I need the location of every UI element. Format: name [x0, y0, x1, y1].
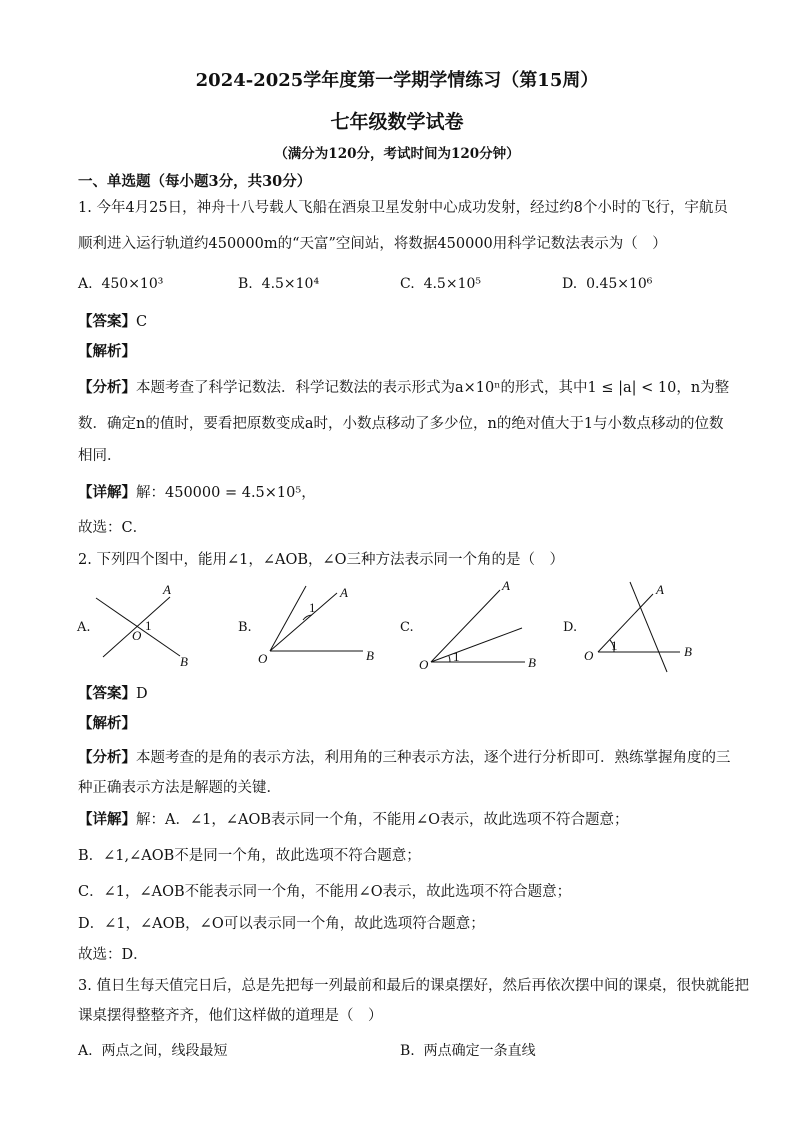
q2-figure-label-a: A.: [77, 620, 91, 635]
option-letter: C.: [400, 276, 415, 292]
q1-fenxi-line2: 数．确定n的值时，要看把原数变成a时，小数点移动了多少位，n的绝对值大于1与小数点移动的位数: [78, 416, 724, 432]
exam-subtitle: （满分为120分，考试时间为120分钟）: [274, 146, 520, 162]
q2-detail-a: [78, 810, 629, 830]
q1-option-d: [562, 276, 652, 292]
q1-option-b: [238, 276, 319, 292]
answer-value: D: [136, 686, 148, 702]
fig-b-label-1: 1: [309, 600, 316, 615]
exam-title-line2: 七年级数学试卷: [330, 111, 464, 133]
q1-choose: 故选：C．: [78, 520, 148, 536]
q3-stem-line2: 课桌摆得整整齐齐，他们这样做的道理是（ ）: [78, 1008, 383, 1024]
q2-stem: 2. 下列四个图中，能用∠1，∠AOB，∠O三种方法表示同一个角的是（ ）: [78, 552, 565, 568]
q3-option-b: [400, 1040, 536, 1060]
fig-d-label-o: O: [584, 648, 594, 663]
option-letter: B.: [400, 1043, 415, 1059]
option-text: 两点之间，线段最短: [101, 1043, 228, 1059]
option-letter: A.: [78, 1043, 93, 1059]
figure-a: [96, 597, 180, 657]
fig-d-label-1: 1: [611, 638, 618, 653]
fig-a-label-1: 1: [145, 618, 152, 633]
fig-c-label-o: O: [419, 657, 429, 672]
q2-figure-label-d: D.: [563, 620, 578, 635]
fenxi-text: 本题考查了科学记数法．科学记数法的表示形式为a×10ⁿ的形式，其中1 ≤ |a| < 10，n为整: [136, 380, 730, 396]
option-letter: D.: [562, 276, 578, 292]
answer-value: C: [136, 314, 148, 330]
fig-b-label-a: A: [340, 585, 348, 600]
option-letter: B.: [238, 276, 253, 292]
figure-b: [270, 586, 363, 651]
answer-tag: 【答案】: [78, 313, 136, 330]
fig-d-label-a: A: [656, 582, 664, 597]
detail-text: 解：A．∠1，∠AOB表示同一个角，不能用∠O表示，故此选项不符合题意；: [136, 812, 629, 828]
q1-stem-line2: 顺利进入运行轨道约450000m的“天富”空间站，将数据450000用科学记数法表示为（ ）: [78, 236, 667, 252]
fenxi-tag: 【分析】: [78, 749, 136, 766]
q2-fenxi-line1: [78, 748, 731, 768]
q2-analysis-tag: 【解析】: [78, 715, 136, 732]
detail-tag: 【详解】: [78, 811, 136, 828]
q2-detail-d: D．∠1，∠AOB，∠O可以表示同一个角，故此选项符合题意；: [78, 916, 485, 932]
section-heading: 一、单选题（每小题3分，共30分）: [78, 173, 312, 190]
answer-tag: 【答案】: [78, 685, 136, 702]
fig-d-label-b: B: [684, 644, 692, 659]
fig-c-label-a: A: [502, 578, 510, 593]
fig-c-label-b: B: [528, 655, 536, 670]
exam-title-line1: 2024-2025学年度第一学期学情练习（第15周）: [195, 70, 599, 91]
fig-c-label-1: 1: [453, 649, 460, 664]
fenxi-text: 本题考查的是角的表示方法，利用角的三种表示方法，逐个进行分析即可．熟练掌握角度的三: [136, 750, 731, 766]
figure-c: [431, 590, 525, 662]
q1-analysis-tag: 【解析】: [78, 343, 136, 360]
option-text: 450×10³: [101, 276, 164, 292]
fenxi-tag: 【分析】: [78, 379, 136, 396]
q2-answer: [78, 684, 148, 704]
q3-option-a: [78, 1040, 227, 1060]
figure-d: [598, 582, 680, 672]
q3-stem-line1: 3. 值日生每天值完日后，总是先把每一列最前和最后的课桌摆好，然后再依次摆中间的课桌，很快就能把: [78, 978, 749, 994]
fig-a-label-a: A: [163, 582, 171, 597]
fig-a-label-b: B: [180, 654, 188, 669]
fig-a-label-o: O: [132, 628, 142, 643]
q2-fenxi-line2: 种正确表示方法是解题的关键．: [78, 780, 281, 796]
q1-fenxi-line1: [78, 378, 729, 398]
q1-option-c: [400, 276, 481, 292]
option-text: 0.45×10⁶: [586, 276, 653, 292]
detail-text: 解：450000 = 4.5×10⁵，: [136, 485, 316, 501]
fig-b-label-o: O: [258, 651, 268, 666]
q2-detail-c: C．∠1，∠AOB不能表示同一个角，不能用∠O表示，故此选项不符合题意；: [78, 884, 572, 900]
q1-detail: [78, 483, 316, 503]
q2-figure-label-b: B.: [238, 620, 252, 635]
option-letter: A.: [78, 276, 93, 292]
q1-fenxi-line3: 相同．: [78, 448, 122, 464]
detail-tag: 【详解】: [78, 484, 136, 501]
q1-stem-line1: 1. 今年4月25日，神舟十八号载人飞船在酒泉卫星发射中心成功发射，经过约8个小时的飞行，宇航员: [78, 200, 728, 216]
q2-detail-b: B．∠1,∠AOB不是同一个角，故此选项不符合题意；: [78, 848, 421, 864]
q2-figure-label-c: C.: [400, 620, 414, 635]
q2-figures: [0, 570, 794, 680]
q1-answer: [78, 312, 147, 332]
fig-b-label-b: B: [366, 648, 374, 663]
option-text: 两点确定一条直线: [423, 1043, 536, 1059]
option-text: 4.5×10⁴: [261, 276, 320, 292]
option-text: 4.5×10⁵: [423, 276, 481, 292]
q2-choose: 故选：D．: [78, 947, 148, 963]
q1-option-a: [78, 276, 163, 292]
